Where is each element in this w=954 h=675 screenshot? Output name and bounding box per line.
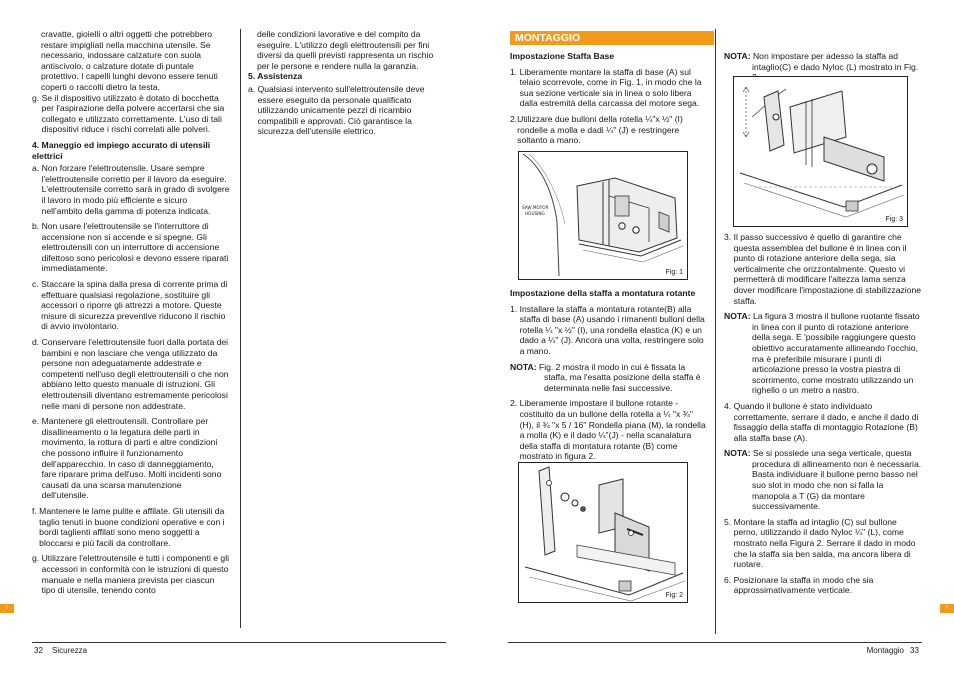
section-4-item-7: g. Utilizzare l'elettroutensile e tutti i componenti e gli accessori in conformità con le istruzioni di questo manuale e nella maniera prevista per ciascun tipo di utensile, tenendo conto <box>32 553 230 596</box>
section-4-item-4: d. Conservare l'elettroutensile fuori dalla portata dei bambini e non lasciare che venga utilizzato da persone non adeguatamente addestrate e competenti nell'uso degli elettroutensili o che non abbiano letto questo manuale di istruzioni. Gli elettroutensili diventano estremamente pericolosi nelle mani di persone non addestrate. <box>32 337 229 411</box>
left-column-2 <box>248 29 446 142</box>
section-4-item-1: a. Non forzare l'elettroutensile. Usare sempre l'elettroutensile corretto per il lavoro da eseguire. L'elettroutensile corretto sarà in grado di svolgere il lavoro in modo più efficiente e sicuro nell'ambito della gamma di potenza indicata. <box>32 163 230 216</box>
right-column-1-lower <box>510 288 708 467</box>
figure-3-drawing <box>734 77 907 226</box>
rotating-bracket-steps <box>510 304 708 357</box>
figure-1-label: Fig: 1 <box>665 269 683 276</box>
left-column-1 <box>32 29 230 601</box>
footer-section-right: Montaggio <box>866 646 904 655</box>
subheading-base-bracket: Impostazione Staffa Base <box>510 51 615 61</box>
paragraph-ppe: cravatte, gioielli o altri oggetti che potrebbero restare impigliati nella macchina utensile. Se necessario, indossare calzature con suola antiscivolo, o calzature dotate di puntale protettivo. I capelli lunghi devono essere tenuti coperti o raccolti dietro la testa. <box>41 29 218 92</box>
right-column-1 <box>510 51 708 151</box>
section-title-montaggio: MONTAGGIO <box>510 31 714 45</box>
figure-2-drawing <box>519 463 687 602</box>
figure-1 <box>518 151 688 280</box>
page-tab-right: I <box>940 604 954 613</box>
column-divider-right <box>715 29 716 634</box>
rotating-bracket-step-1: 1. Installare la staffa a montatura rotante(B) alla staffa di base (A) usando i rimanenti bulloni della rotella ¼ "x ½" (I), una rondella elastica (K) e un dado a ¼" (J). Ancora una volta, restringere solo a mano. <box>510 303 705 356</box>
step-5-slot-bracket: 5. Montare la staffa ad intaglio (C) sul bullone perno, utilizzando il dado Nyloc ¼" (L), come mostrato nella Figura 2. Serrare il dado in modo che la staffa sia ben salda, ma ancora libera di ruotare. <box>724 516 916 570</box>
figure-2 <box>518 462 688 603</box>
list-item-g-dust: g. Se il dispositivo utilizzato è dotato di bocchetta per l'aspirazione della polvere accertarsi che sia collegato e utilizzato correttamente. L'uso di tali dispositivi riduce i rischi correlati alle polveri. <box>32 92 225 135</box>
section-4-item-5: e. Mantenere gli elettroutensili. Controllare per disallineamento o la legatura delle parti in movimento, la rottura di parti e altre condizioni che possono influire il funzionamento dell'apparecchio. In caso di danneggiamento, fare riparare prima dell'uso. Molti incidenti sono causati da una scarsa manutenzione dell'utensile. <box>32 416 222 501</box>
page-tab-left: I <box>0 604 14 613</box>
footer-page-number-right: 33 <box>910 646 919 655</box>
section-4-list <box>32 163 230 596</box>
footer-page-number-left: 32 <box>34 646 43 655</box>
step-3-alignment: 3. Il passo successivo è quello di garantire che questa assemblea del bullone è in linea con il punto di rotazione anteriore della sega, sia verticalmente che orizzontalmente. Questo vi permetterà di modificare l'altezza lama senza dover modificare l'impostazione di stabilizzazione staffa. <box>724 232 922 306</box>
section-4-item-3: c. Staccare la spina dalla presa di corrente prima di effettuare qualsiasi regolazione, sostituire gli accessori o riporre gli attrezzi a motore. Queste misure di sicurezza preventive riducono il rischio di avvio involontario. <box>32 279 228 332</box>
figure-3-label: Fig: 3 <box>885 216 903 223</box>
step-4-tighten: 4. Quando il bullone è stato individuato correttamente, serrare il dado, e anche il dado di fissaggio della staffa di montaggio Rotazione (B) alla staffa base (A). <box>724 400 919 443</box>
base-bracket-steps <box>510 67 708 146</box>
footer-rule-right <box>508 642 922 643</box>
paragraph-service-lead: delle condizioni lavorative e del compito da eseguire. L'utilizzo degli elettroutensili per fini diversi da quelli previsti rappresenta un rischio per le persone e rendere nulla la garanzia. <box>257 29 434 71</box>
figure-1-drawing <box>519 152 687 279</box>
section-5-item-1: a. Qualsiasi intervento sull'elettroutensile deve essere eseguito da personale qualificato utilizzando unicamente pezzi di ricambio compatibili e approvati. Ciò garantisce la sicurezza dell'utensile elettrico. <box>248 83 425 137</box>
column-divider-left <box>240 29 241 628</box>
step-6-position: 6. Posizionare la staffa in modo che sia approssimativamente verticale. <box>724 574 874 596</box>
note-vertical-saw: NOTA: Se si possiede una sega verticale, questa procedura di allineamento non è necessaria. Basta individuare il bullone perno basso nel suo slot in modo che non si falla la manopola a T (G) da montare successivamente. <box>724 448 922 512</box>
footer-section-left: Sicurezza <box>52 646 88 655</box>
base-bracket-step-1: 1. Liberamente montare la staffa di base (A) sul telaio scorrevole, come in Fig. 1, in modo che la sua sezione verticale sia in linea o solo libera dalla estremità della carcassa del motore sega. <box>510 66 702 109</box>
heading-section-5: 5. Assistenza <box>248 71 303 82</box>
fig1-motor-label-1: SAW MOTOR <box>522 205 549 210</box>
heading-section-4: 4. Maneggio ed impiego accurato di utensili elettrici <box>32 139 211 161</box>
section-4-item-6: f. Mantenere le lame pulite e affilate. Gli utensili da taglio tenuti in buone condizioni operative e con i bordi taglienti affilati sono meno soggetti a bloccarsi e più facili da controllare. <box>32 505 225 548</box>
subheading-rotating-bracket: Impostazione della staffa a montatura rotante <box>510 288 696 298</box>
note-fig3: NOTA: La figura 3 mostra il bullone ruotante fissato in linea con il punto di rotazione anteriore della sega. E 'possibile raggiungere questo obiettivo accuratamente allineando l'occhio, ma è preferibile misurare i punti di articolazione presso la vostra piastra di scorrimento, come mostrato utilizzando un righello o un metro a nastro. <box>724 311 920 396</box>
section-5-list <box>248 84 446 137</box>
note-fig2: NOTA: Fig. 2 mostra il modo in cui è fissata la staffa, ma l'esatta posizione della staffa è determinata nelle fasi successive. <box>510 361 701 393</box>
right-column-2 <box>724 232 922 601</box>
footer-rule-left <box>32 642 446 643</box>
base-bracket-step-2: 2. Utilizzare due bulloni della rotella ¼"x ½" (I) rondelle a molla e dadi ¼" (J) e restringere soltanto a mano. <box>510 113 683 146</box>
note-slot-bracket: NOTA: Non impostare per adesso la staffa ad intaglio(C) e dado Nyloc (L) mostrato in Fig. <box>724 51 919 72</box>
fig1-motor-label-2: HOUSING <box>525 211 545 216</box>
rotating-bracket-step-2: 2. Liberamente impostare il bullone rotante - costituito da un bullone della rotella a ¼ "x ¾" (H), il ¾ "x 5 / 16" Rondella piana (M), la rondella a molla (K) e il dado ¼"(J) - nella scanalatura della staffa di montatura rotante (B) come mostrato in figura 2. <box>510 398 706 462</box>
figure-3 <box>733 76 908 227</box>
section-4-item-2: b. Non usare l'elettroutensile se l'interruttore di accensione non si accende e si spegne. Gli elettroutensili con un interruttore di accensione difettoso sono pericolosi e devono essere riparati immediatamente. <box>32 221 229 274</box>
figure-2-label: Fig: 2 <box>665 592 683 599</box>
